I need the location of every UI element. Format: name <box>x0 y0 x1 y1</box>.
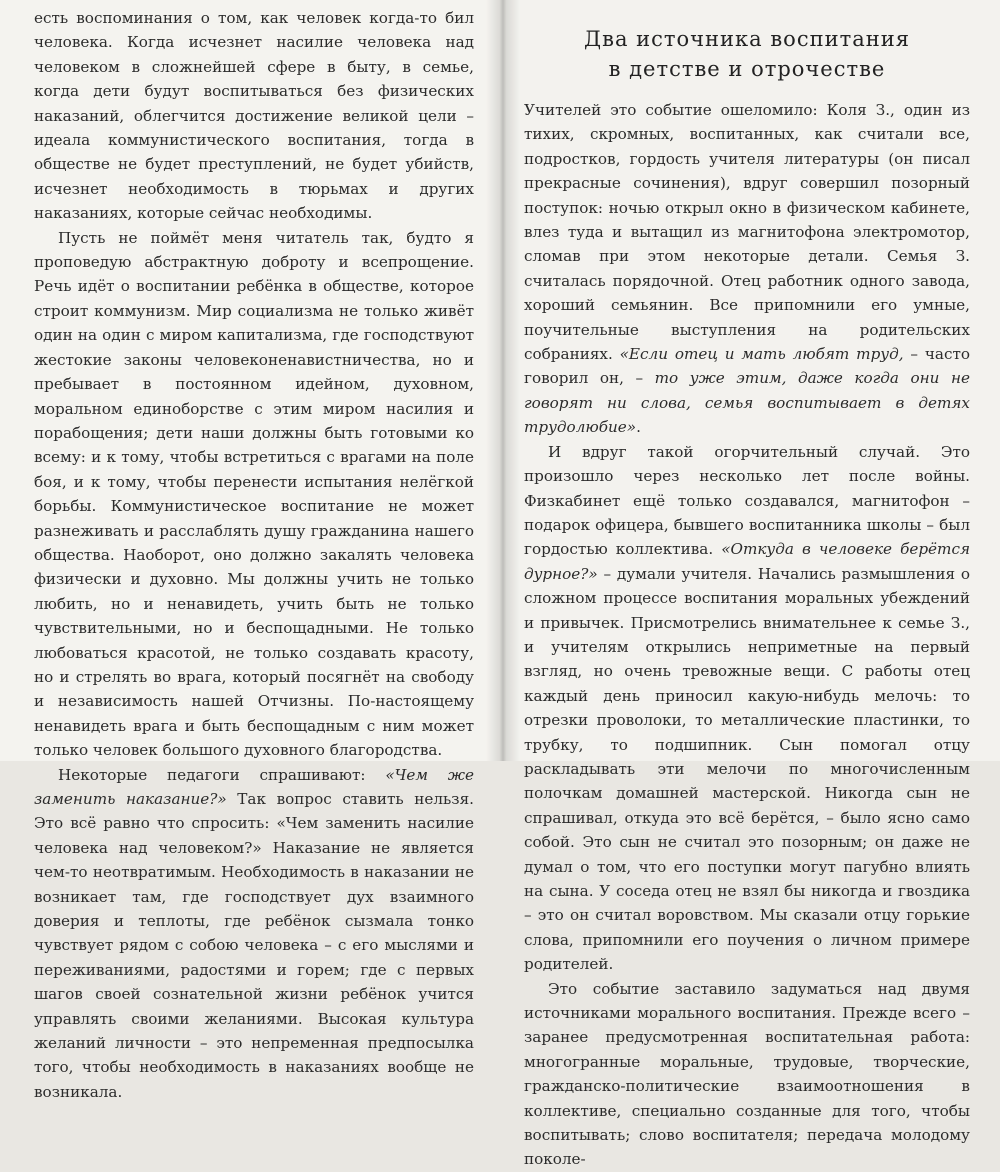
text-segment: Так вопрос ставить нельзя. Это всё равно что спросить: «Чем заменить насилие человека над человеком?» Наказание не является чем-то неотвратимым. Необходимость в наказании не возникает там, где господствует дух взаимного доверия и теплоты, где ребёнок сызмала тонко чувствует рядом с собою человека – с его мыслями и переживаниями, радостями и горем; где с первых шагов своей сознательной жизни ребёнок учится управлять своими желаниями. Высокая культура желаний личности – это непременная предпосылка того, чтобы необходимость в наказаниях вообще не возникала. <box>34 790 474 1101</box>
chapter-title-line-1: Два источника воспитания <box>584 27 910 51</box>
right-page-body <box>524 98 970 1172</box>
paragraph <box>524 977 970 1172</box>
text-segment: – думали учителя. Начались размышления о сложном процессе воспитания моральных убеждений и привычек. Присмотрелись внимательнее к семье З., и учителям открылись неприметные на первый взгляд, но очень тревожные вещи. С работы отец каждый день приносил какую-нибудь мелочь: то отрезки проволоки, то металлические пластинки, то трубку, то подшипник. Сын помогал отцу раскладывать эти мелочи по многочисленным полочкам домашней мастерской. Никогда сын не спрашивал, откуда это всё берётся, – было ясно само собой. Это сын не считал это позорным; он даже не думал о том, что его поступки могут пагубно влиять на сына. У соседа отец не взял бы никогда и гвоздика – это он считал воровством. Мы сказали отцу горькие слова, припомнили его поучения о личном примере родителей. <box>524 564 970 974</box>
text-segment: Пусть не поймёт меня читатель так, будто я проповедую абстрактную доброту и всепрощение. Речь идёт о воспитании ребёнка в обществе, которое строит коммунизм. Мир социализма не только живёт один на один с миром капитализма, где господствуют жестокие законы человеконенавистничества, но и пребывает в постоянном идейном, духовном, моральном единоборстве с этим миром насилия и порабощения; дети наши должны быть готовыми ко всему: и к тому, чтобы встретиться с врагами на поле боя, и к тому, чтобы перенести испытания нелёгкой борьбы. Коммунистическое воспитание не может разнеживать и расслаблять душу гражданина нашего общества. Наоборот, оно должно закалять человека физически и духовно. Мы должны учить не только любить, но и ненавидеть, учить быть не только чувствительными, но и беспощадными. Не только любоваться красотой, не только создавать красоту, но и стрелять во врага, который посягнёт на свободу и независимость нашей Отчизны. По-настоящему ненавидеть врага и быть беспощадным с ним может только человек большого духовного благородства. <box>34 228 474 760</box>
italic-quote: «Чем же заменить наказание?» <box>34 765 474 808</box>
text-segment: есть воспоминания о том, как человек когда-то бил человека. Когда исчезнет насилие человека над человеком в сложнейшей сфере в быту, в семье, когда дети будут воспитываться без физических наказаний, облегчится достижение великой цели – идеала коммунистического воспитания, тогда в обществе не будет преступлений, не будет убийств, исчезнет необходимость в тюрьмах и других наказаниях, которые сейчас необходимы. <box>34 9 474 223</box>
left-page <box>0 0 500 1101</box>
paragraph <box>34 226 474 763</box>
text-segment: И вдруг такой огорчительный случай. Это произошло через несколько лет после войны. Физкабинет ещё только создавался, магнитофон – подарок офицера, бывшего воспитанника школы – был гордостью коллектива. <box>524 442 970 559</box>
text-segment: – часто говорил он, – <box>524 345 971 388</box>
right-page <box>500 0 1000 1169</box>
paragraph <box>524 98 970 440</box>
text-segment: Учителей это событие ошеломило: Коля З., один из тихих, скромных, воспитанных, как считали все, подростков, гордость учителя литературы (он писал прекрасные сочинения), вдруг совершил позорный поступок: ночью открыл окно в физическом кабинете, влез туда и вытащил из магнитофона электромотор, сломав при этом некоторые детали. Семья З. считалась порядочной. Отец работник одного завода, хороший семьянин. Все припомнили его умные, поучительные выступления на родительских собраниях. <box>524 101 970 364</box>
chapter-title <box>524 24 970 84</box>
chapter-title-line-2: в детстве и отрочестве <box>608 57 886 81</box>
left-page-body <box>34 6 474 1104</box>
text-segment: Это событие заставило задуматься над двумя источниками морального воспитания. Прежде всего – заранее предусмотренная воспитательная работа: многогранные моральные, трудовые, творческие, гражданско-политические взаимоотношения в коллективе, специально созданные для того, чтобы воспитывать; слово воспитателя; передача молодому поколе- <box>524 979 970 1169</box>
text-segment: . <box>636 418 641 437</box>
italic-quote: «Если отец и мать любят труд, <box>619 345 904 364</box>
italic-quote: то уже этим, даже когда они не говорят ни слова, семья воспитывает в детях трудолюбие» <box>524 369 970 437</box>
italic-quote: «Откуда в человеке берётся дурное?» <box>524 540 971 583</box>
text-segment: Некоторые педагоги спрашивают: <box>58 765 386 784</box>
paragraph <box>524 440 970 977</box>
paragraph <box>34 6 474 226</box>
paragraph <box>34 763 474 1105</box>
